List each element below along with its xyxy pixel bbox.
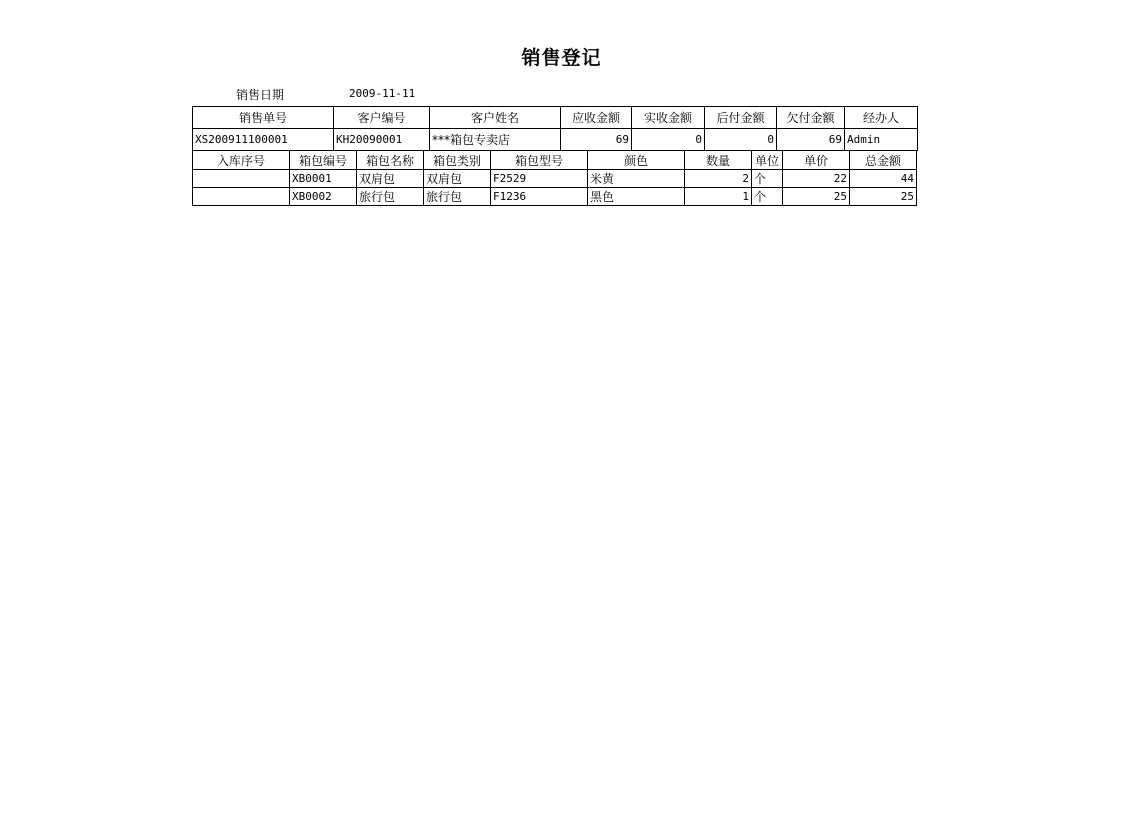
category-cell: 双肩包 [424, 170, 491, 188]
unit-cell: 个 [752, 188, 783, 206]
code-cell: XB0002 [290, 188, 357, 206]
items-header-cell: 颜色 [588, 151, 685, 170]
order-header-cell: 经办人 [845, 107, 918, 129]
table-row [193, 170, 917, 188]
items-header-cell: 箱包编号 [290, 151, 357, 170]
items-header-cell: 单价 [783, 151, 850, 170]
order-header-cell: 销售单号 [193, 107, 334, 129]
code-cell: XB0001 [290, 170, 357, 188]
price-cell: 22 [783, 170, 850, 188]
items-header-cell: 箱包类别 [424, 151, 491, 170]
customer-name-cell: ***箱包专卖店 [430, 129, 561, 151]
model-cell: F1236 [491, 188, 588, 206]
items-header-cell: 总金额 [850, 151, 917, 170]
table-row [193, 188, 917, 206]
name-cell: 旅行包 [357, 188, 424, 206]
color-cell: 黑色 [588, 188, 685, 206]
total-cell: 44 [850, 170, 917, 188]
received-cell: 0 [632, 129, 705, 151]
sale-date-label: 销售日期 [236, 88, 285, 102]
items-header-row [193, 151, 917, 170]
items-table [192, 150, 917, 206]
items-header-cell: 箱包型号 [491, 151, 588, 170]
seq-cell [193, 188, 290, 206]
receivable-cell: 69 [561, 129, 632, 151]
order-row [193, 129, 918, 151]
deferred-cell: 0 [705, 129, 777, 151]
order-header-cell: 欠付金额 [777, 107, 845, 129]
order-header-cell: 实收金额 [632, 107, 705, 129]
order-header-cell: 客户编号 [334, 107, 430, 129]
items-header-cell: 箱包名称 [357, 151, 424, 170]
seq-cell [193, 170, 290, 188]
items-header-cell: 入库序号 [193, 151, 290, 170]
model-cell: F2529 [491, 170, 588, 188]
order-header-cell: 客户姓名 [430, 107, 561, 129]
order-table [192, 106, 918, 151]
name-cell: 双肩包 [357, 170, 424, 188]
owed-cell: 69 [777, 129, 845, 151]
items-header-cell: 数量 [685, 151, 752, 170]
price-cell: 25 [783, 188, 850, 206]
customer-id-cell: KH20090001 [334, 129, 430, 151]
qty-cell: 1 [685, 188, 752, 206]
order-header-cell: 应收金额 [561, 107, 632, 129]
sale-date-value: 2009-11-11 [349, 87, 416, 100]
qty-cell: 2 [685, 170, 752, 188]
page-title: 销售登记 [521, 47, 602, 69]
handler-cell: Admin [845, 129, 918, 151]
order-no-cell: XS200911100001 [193, 129, 334, 151]
color-cell: 米黄 [588, 170, 685, 188]
total-cell: 25 [850, 188, 917, 206]
order-header-cell: 后付金额 [705, 107, 777, 129]
items-header-cell: 单位 [752, 151, 783, 170]
order-header-row [193, 107, 918, 129]
unit-cell: 个 [752, 170, 783, 188]
category-cell: 旅行包 [424, 188, 491, 206]
